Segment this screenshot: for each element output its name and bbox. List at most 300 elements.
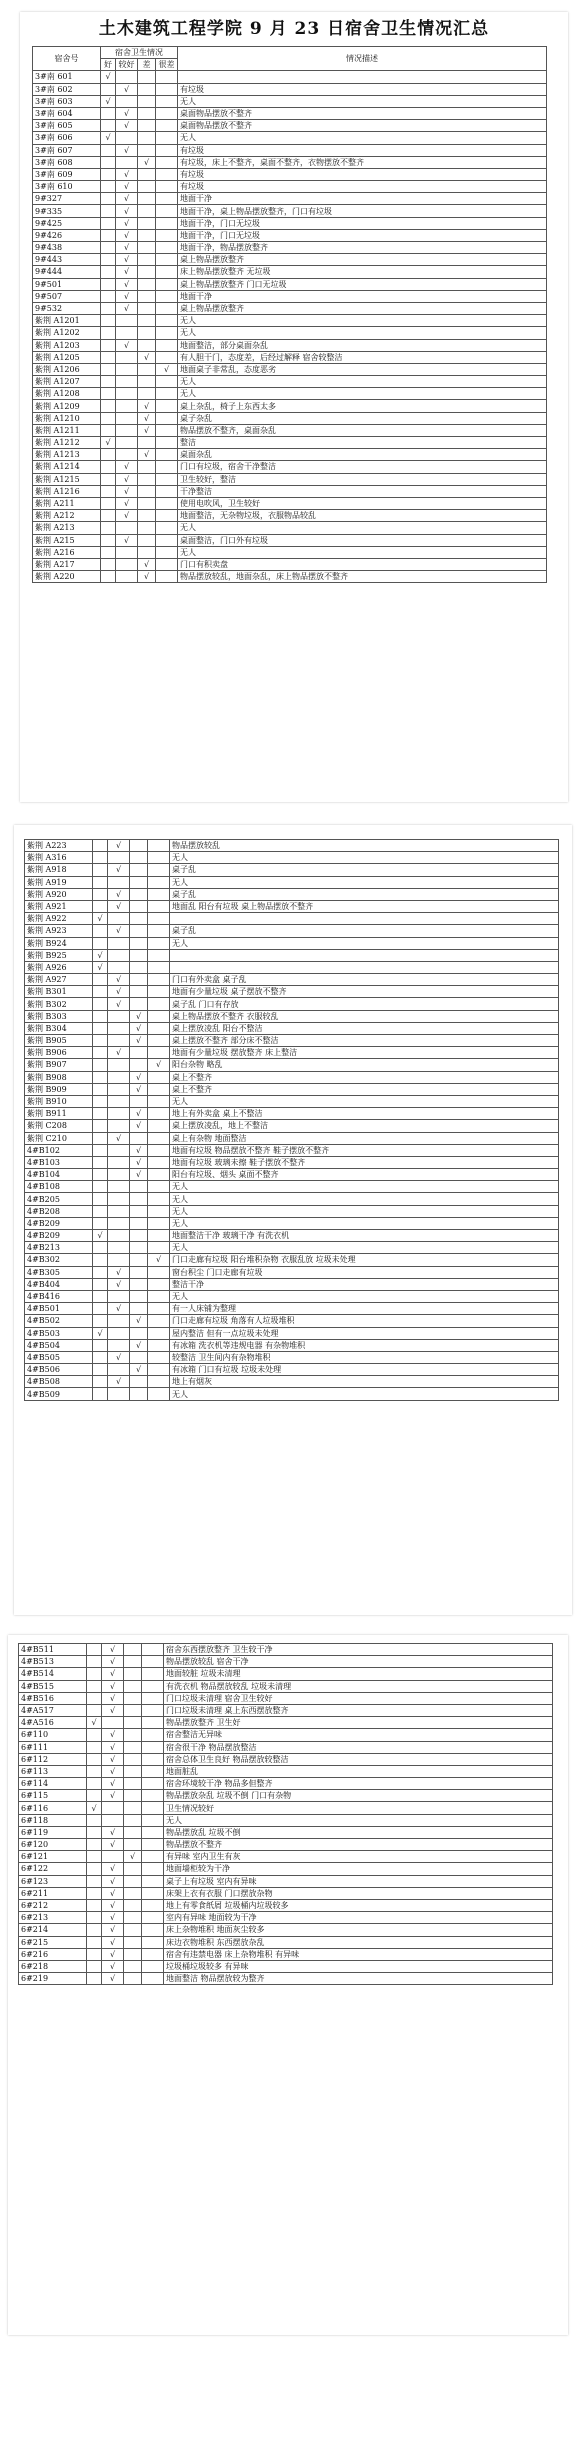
room-cell: 4#B514 xyxy=(19,1668,87,1680)
rating-cell-poor xyxy=(124,1741,142,1753)
rating-cell-fair xyxy=(108,1205,130,1217)
room-cell: 3#南 609 xyxy=(33,168,101,180)
table-row xyxy=(33,424,547,436)
description-cell: 有人胆干门，态度差，后经过解释 宿舍较整洁 xyxy=(178,351,547,363)
description-cell: 桌子上有垃圾 室内有异味 xyxy=(164,1875,553,1887)
rating-cell-very-poor xyxy=(156,205,178,217)
table-row xyxy=(33,473,547,485)
room-cell: 紫荆 A212 xyxy=(33,510,101,522)
rating-cell-good xyxy=(101,351,116,363)
table-row xyxy=(19,1826,553,1838)
rating-cell-good xyxy=(87,1875,102,1887)
check-mark-icon: √ xyxy=(130,1120,148,1132)
description-cell: 地面干净，门口无垃圾 xyxy=(178,229,547,241)
sheet-page-1 xyxy=(20,12,568,802)
rating-cell-poor xyxy=(124,1875,142,1887)
description-cell: 无人 xyxy=(170,1217,559,1229)
table-row xyxy=(25,1351,559,1363)
description-cell: 有垃圾 xyxy=(178,144,547,156)
rating-cell-good xyxy=(93,900,108,912)
room-cell: 4#B305 xyxy=(25,1266,93,1278)
rating-cell-poor xyxy=(124,1729,142,1741)
check-mark-icon: √ xyxy=(108,1303,130,1315)
description-cell: 无人 xyxy=(170,1193,559,1205)
rating-cell-very-poor xyxy=(148,1242,170,1254)
room-cell: 6#213 xyxy=(19,1912,87,1924)
check-mark-icon: √ xyxy=(116,473,138,485)
rating-cell-very-poor xyxy=(148,1132,170,1144)
description-cell: 地面有垃圾 物品摆放不整齐 鞋子摆放不整齐 xyxy=(170,1144,559,1156)
table-row xyxy=(33,558,547,570)
rating-cell-fair xyxy=(108,1035,130,1047)
table-row xyxy=(33,71,547,83)
table-row xyxy=(25,949,559,961)
rating-cell-very-poor xyxy=(156,388,178,400)
rating-cell-good xyxy=(93,998,108,1010)
table-row xyxy=(33,522,547,534)
rating-cell-poor xyxy=(124,1826,142,1838)
rating-cell-fair xyxy=(108,1230,130,1242)
check-mark-icon: √ xyxy=(102,1692,124,1704)
rating-cell-very-poor xyxy=(142,1656,164,1668)
room-cell: 紫荆 A1202 xyxy=(33,327,101,339)
rating-cell-poor xyxy=(124,1887,142,1899)
description-cell xyxy=(170,913,559,925)
check-mark-icon: √ xyxy=(138,571,156,583)
description-cell: 桌子乱 门口有存放 xyxy=(170,998,559,1010)
check-mark-icon: √ xyxy=(130,1156,148,1168)
rating-cell-very-poor xyxy=(142,1692,164,1704)
rating-cell-good xyxy=(93,1351,108,1363)
table-row xyxy=(19,1973,553,1985)
rating-cell-good xyxy=(87,1936,102,1948)
rating-cell-poor xyxy=(130,1181,148,1193)
rating-cell-poor xyxy=(124,1863,142,1875)
table-row xyxy=(19,1753,553,1765)
rating-cell-poor xyxy=(130,1290,148,1302)
table-row xyxy=(25,1120,559,1132)
table-row xyxy=(25,1095,559,1107)
rating-cell-very-poor xyxy=(156,473,178,485)
room-cell: 6#113 xyxy=(19,1765,87,1777)
description-cell xyxy=(178,71,547,83)
description-cell: 无人 xyxy=(170,1290,559,1302)
rating-cell-very-poor xyxy=(156,290,178,302)
rating-cell-very-poor xyxy=(148,1083,170,1095)
rating-cell-poor xyxy=(138,83,156,95)
rating-cell-poor xyxy=(124,1924,142,1936)
rating-cell-very-poor xyxy=(156,217,178,229)
table-row xyxy=(25,1169,559,1181)
table-row xyxy=(19,1851,553,1863)
room-cell: 4#B205 xyxy=(25,1193,93,1205)
description-cell: 卫生较好，整洁 xyxy=(178,473,547,485)
rating-cell-very-poor xyxy=(148,888,170,900)
rating-cell-very-poor xyxy=(142,1912,164,1924)
table-row xyxy=(19,1790,553,1802)
description-cell: 无人 xyxy=(170,937,559,949)
rating-cell-very-poor xyxy=(148,986,170,998)
rating-cell-good xyxy=(101,510,116,522)
description-cell: 无人 xyxy=(170,876,559,888)
rating-cell-poor xyxy=(138,315,156,327)
check-mark-icon: √ xyxy=(116,229,138,241)
check-mark-icon: √ xyxy=(156,363,178,375)
rating-cell-very-poor xyxy=(156,510,178,522)
description-cell: 阳台有垃圾、烟头 桌面不整齐 xyxy=(170,1169,559,1181)
description-cell: 桌上物品摆放整齐 xyxy=(178,254,547,266)
check-mark-icon: √ xyxy=(93,1327,108,1339)
description-cell: 物品摆放较乱 宿舍干净 xyxy=(164,1656,553,1668)
rating-cell-poor xyxy=(130,974,148,986)
table-row xyxy=(25,1217,559,1229)
description-cell: 地上有烟灰 xyxy=(170,1376,559,1388)
description-cell: 宿舍整洁无异味 xyxy=(164,1729,553,1741)
rating-cell-poor xyxy=(130,1047,148,1059)
check-mark-icon: √ xyxy=(138,156,156,168)
description-cell: 桌上不整齐 xyxy=(170,1083,559,1095)
check-mark-icon: √ xyxy=(108,1266,130,1278)
table-row xyxy=(25,1364,559,1376)
check-mark-icon: √ xyxy=(108,840,130,852)
room-cell: 紫荆 B910 xyxy=(25,1095,93,1107)
rating-cell-very-poor xyxy=(148,1376,170,1388)
description-cell: 阳台杂物 略乱 xyxy=(170,1059,559,1071)
rating-cell-good xyxy=(87,1851,102,1863)
room-cell: 6#120 xyxy=(19,1839,87,1851)
rating-cell-poor xyxy=(130,937,148,949)
rating-cell-poor xyxy=(138,302,156,314)
table-row xyxy=(25,1254,559,1266)
room-cell: 6#214 xyxy=(19,1924,87,1936)
rating-cell-good xyxy=(87,1839,102,1851)
table-row xyxy=(25,1303,559,1315)
description-cell: 宿舍东西摆放整齐 卫生较干净 xyxy=(164,1644,553,1656)
rating-cell-very-poor xyxy=(142,1924,164,1936)
description-cell: 物品摆放乱 垃圾不倒 xyxy=(164,1826,553,1838)
rating-cell-very-poor xyxy=(142,1863,164,1875)
rating-cell-fair xyxy=(108,1144,130,1156)
table-row xyxy=(33,449,547,461)
description-cell: 宿舍有违禁电器 床上杂物堆积 有异味 xyxy=(164,1948,553,1960)
table-row xyxy=(25,1339,559,1351)
rating-cell-good xyxy=(87,1790,102,1802)
description-cell: 地面干净 xyxy=(178,290,547,302)
rating-cell-good xyxy=(93,986,108,998)
check-mark-icon: √ xyxy=(130,1169,148,1181)
rating-cell-good xyxy=(87,1729,102,1741)
check-mark-icon: √ xyxy=(87,1802,102,1814)
rating-cell-very-poor xyxy=(142,1875,164,1887)
rating-cell-very-poor xyxy=(142,1814,164,1826)
rating-cell-good xyxy=(87,1924,102,1936)
room-cell: 紫荆 A1205 xyxy=(33,351,101,363)
description-cell: 宿舍总体卫生良好 物品摆放较整洁 xyxy=(164,1753,553,1765)
rating-cell-fair xyxy=(116,437,138,449)
room-cell: 6#115 xyxy=(19,1790,87,1802)
rating-cell-very-poor xyxy=(148,1205,170,1217)
check-mark-icon: √ xyxy=(102,1899,124,1911)
rating-cell-good xyxy=(93,1242,108,1254)
rating-cell-very-poor xyxy=(142,1729,164,1741)
rating-cell-good xyxy=(93,1205,108,1217)
table-row xyxy=(33,266,547,278)
check-mark-icon: √ xyxy=(102,1839,124,1851)
rating-cell-very-poor xyxy=(148,1230,170,1242)
rating-cell-very-poor xyxy=(156,278,178,290)
rating-cell-very-poor xyxy=(148,1156,170,1168)
table-row xyxy=(25,1327,559,1339)
rating-cell-poor xyxy=(138,266,156,278)
check-mark-icon: √ xyxy=(116,510,138,522)
table-row xyxy=(33,534,547,546)
rating-cell-poor xyxy=(138,193,156,205)
check-mark-icon: √ xyxy=(130,1022,148,1034)
rating-cell-poor xyxy=(130,949,148,961)
rating-cell-poor xyxy=(130,1351,148,1363)
rating-cell-poor xyxy=(124,1802,142,1814)
rating-cell-good xyxy=(87,1899,102,1911)
rating-cell-very-poor xyxy=(156,181,178,193)
rating-cell-good xyxy=(101,144,116,156)
room-cell: 6#121 xyxy=(19,1851,87,1863)
rating-cell-poor xyxy=(138,71,156,83)
description-cell: 地面整洁干净 玻璃干净 有洗衣机 xyxy=(170,1230,559,1242)
rating-cell-poor xyxy=(138,205,156,217)
table-row xyxy=(33,339,547,351)
table-row xyxy=(33,144,547,156)
rating-cell-poor xyxy=(124,1680,142,1692)
description-cell: 物品摆放较乱，地面杂乱，床上物品摆放不整齐 xyxy=(178,571,547,583)
rating-cell-good xyxy=(101,205,116,217)
hygiene-group-header: 宿舍卫生情况 xyxy=(101,47,178,59)
room-cell: 6#119 xyxy=(19,1826,87,1838)
rating-cell-poor xyxy=(130,1254,148,1266)
rating-cell-good xyxy=(101,278,116,290)
rating-cell-fair xyxy=(108,1120,130,1132)
table-row xyxy=(19,1741,553,1753)
rating-cell-poor xyxy=(130,998,148,1010)
room-cell: 4#B509 xyxy=(25,1388,93,1400)
description-cell: 有垃圾 xyxy=(178,83,547,95)
rating-cell-good xyxy=(93,1083,108,1095)
room-cell: 紫荆 A215 xyxy=(33,534,101,546)
description-cell: 地面有垃圾 玻璃未擦 鞋子摆放不整齐 xyxy=(170,1156,559,1168)
check-mark-icon: √ xyxy=(116,461,138,473)
room-cell: 紫荆 A926 xyxy=(25,961,93,973)
check-mark-icon: √ xyxy=(102,1887,124,1899)
room-cell: 紫荆 A1212 xyxy=(33,437,101,449)
room-cell: 3#南 605 xyxy=(33,120,101,132)
rating-cell-good xyxy=(87,1912,102,1924)
rating-cell-poor xyxy=(138,95,156,107)
rating-cell-poor xyxy=(138,217,156,229)
table-row xyxy=(25,1132,559,1144)
table-row xyxy=(25,1376,559,1388)
check-mark-icon: √ xyxy=(116,242,138,254)
check-mark-icon: √ xyxy=(108,998,130,1010)
check-mark-icon: √ xyxy=(116,290,138,302)
rating-cell-very-poor xyxy=(156,156,178,168)
rating-cell-fair xyxy=(116,315,138,327)
check-mark-icon: √ xyxy=(116,278,138,290)
rating-cell-fair xyxy=(108,1022,130,1034)
table-row xyxy=(19,1875,553,1887)
rating-cell-very-poor xyxy=(142,1826,164,1838)
rating-cell-good xyxy=(93,888,108,900)
room-cell: 紫荆 A1208 xyxy=(33,388,101,400)
rating-cell-fair xyxy=(108,1339,130,1351)
table-row xyxy=(33,95,547,107)
rating-cell-good xyxy=(87,1680,102,1692)
rating-cell-very-poor xyxy=(148,1278,170,1290)
rating-cell-poor xyxy=(138,485,156,497)
room-cell: 6#219 xyxy=(19,1973,87,1985)
description-cell: 垃圾桶垃圾较多 有异味 xyxy=(164,1960,553,1972)
rating-cell-fair xyxy=(108,1364,130,1376)
check-mark-icon: √ xyxy=(138,351,156,363)
rating-cell-fair xyxy=(116,388,138,400)
rating-cell-very-poor xyxy=(156,254,178,266)
rating-cell-good xyxy=(87,1778,102,1790)
rating-cell-poor xyxy=(130,1095,148,1107)
rating-cell-poor xyxy=(130,900,148,912)
rating-cell-good xyxy=(93,974,108,986)
rating-cell-very-poor xyxy=(156,83,178,95)
description-cell: 有垃圾 xyxy=(178,181,547,193)
rating-cell-very-poor xyxy=(142,1753,164,1765)
table-row xyxy=(19,1912,553,1924)
rating-cell-fair xyxy=(102,1851,124,1863)
rating-cell-good xyxy=(93,1339,108,1351)
room-cell: 9#335 xyxy=(33,205,101,217)
check-mark-icon: √ xyxy=(116,485,138,497)
room-cell: 紫荆 A919 xyxy=(25,876,93,888)
check-mark-icon: √ xyxy=(102,1936,124,1948)
check-mark-icon: √ xyxy=(138,424,156,436)
rating-cell-good xyxy=(101,229,116,241)
rating-cell-very-poor xyxy=(148,1217,170,1229)
check-mark-icon: √ xyxy=(101,71,116,83)
check-mark-icon: √ xyxy=(108,1278,130,1290)
level-good-header: 好 xyxy=(101,59,116,71)
rating-cell-very-poor xyxy=(156,302,178,314)
table-row xyxy=(25,888,559,900)
table-row xyxy=(33,107,547,119)
rating-cell-very-poor xyxy=(148,1144,170,1156)
rating-cell-very-poor xyxy=(142,1778,164,1790)
room-cell: 紫荆 A1207 xyxy=(33,376,101,388)
rating-cell-good xyxy=(101,193,116,205)
rating-cell-very-poor xyxy=(142,1899,164,1911)
check-mark-icon: √ xyxy=(102,1790,124,1802)
room-cell: 紫荆 A1209 xyxy=(33,400,101,412)
rating-cell-fair xyxy=(108,852,130,864)
rating-cell-poor xyxy=(130,1230,148,1242)
table-row xyxy=(25,1144,559,1156)
room-column-header: 宿舍号 xyxy=(33,47,101,71)
rating-cell-fair xyxy=(108,1095,130,1107)
rating-cell-poor xyxy=(138,437,156,449)
rating-cell-very-poor xyxy=(156,120,178,132)
rating-cell-very-poor xyxy=(156,546,178,558)
rating-cell-good xyxy=(93,1047,108,1059)
description-cell: 有异味 室内卫生有灰 xyxy=(164,1851,553,1863)
room-cell: 紫荆 A922 xyxy=(25,913,93,925)
rating-cell-fair xyxy=(108,1181,130,1193)
table-row xyxy=(33,388,547,400)
description-column-header: 情况描述 xyxy=(178,47,547,71)
rating-cell-very-poor xyxy=(148,1047,170,1059)
rating-cell-fair xyxy=(108,1059,130,1071)
rating-cell-poor xyxy=(124,1692,142,1704)
rating-cell-poor xyxy=(130,1388,148,1400)
table-row xyxy=(19,1839,553,1851)
check-mark-icon: √ xyxy=(116,217,138,229)
rating-cell-fair xyxy=(116,412,138,424)
table-row xyxy=(33,461,547,473)
rating-cell-very-poor xyxy=(156,132,178,144)
room-cell: 4#B516 xyxy=(19,1692,87,1704)
check-mark-icon: √ xyxy=(116,254,138,266)
room-cell: 4#B103 xyxy=(25,1156,93,1168)
check-mark-icon: √ xyxy=(101,132,116,144)
room-cell: 6#112 xyxy=(19,1753,87,1765)
rating-cell-very-poor xyxy=(156,558,178,570)
rating-cell-good xyxy=(101,107,116,119)
rating-cell-fair xyxy=(108,949,130,961)
level-fair-header: 较好 xyxy=(116,59,138,71)
description-cell: 床上物品摆放整齐 无垃圾 xyxy=(178,266,547,278)
description-cell: 物品摆放杂乱 垃圾不倒 门口有杂物 xyxy=(164,1790,553,1802)
room-cell: 3#南 606 xyxy=(33,132,101,144)
rating-cell-very-poor xyxy=(148,961,170,973)
rating-cell-fair xyxy=(108,1242,130,1254)
rating-cell-fair xyxy=(108,1217,130,1229)
check-mark-icon: √ xyxy=(108,1047,130,1059)
rating-cell-poor xyxy=(138,242,156,254)
room-cell: 紫荆 A316 xyxy=(25,852,93,864)
rating-cell-very-poor xyxy=(156,449,178,461)
rating-cell-poor xyxy=(138,546,156,558)
rating-cell-good xyxy=(101,83,116,95)
rating-cell-good xyxy=(101,217,116,229)
description-cell: 桌上物品摆放整齐 门口无垃圾 xyxy=(178,278,547,290)
rating-cell-poor xyxy=(130,1303,148,1315)
rating-cell-good xyxy=(87,1973,102,1985)
table-row xyxy=(25,1230,559,1242)
description-cell: 地上有外卖盒 桌上不整洁 xyxy=(170,1108,559,1120)
rating-cell-good xyxy=(93,1071,108,1083)
rating-cell-good xyxy=(93,852,108,864)
room-cell: 3#南 608 xyxy=(33,156,101,168)
check-mark-icon: √ xyxy=(102,1741,124,1753)
description-cell: 有洗衣机 物品摆放较乱 垃圾未清理 xyxy=(164,1680,553,1692)
room-cell: 6#218 xyxy=(19,1960,87,1972)
check-mark-icon: √ xyxy=(116,193,138,205)
description-cell: 地面干净，桌上物品摆放整齐，门口有垃圾 xyxy=(178,205,547,217)
description-cell: 无人 xyxy=(170,1095,559,1107)
rating-cell-poor xyxy=(138,107,156,119)
rating-cell-good xyxy=(87,1753,102,1765)
description-cell: 桌面整洁，门口外有垃圾 xyxy=(178,534,547,546)
room-cell: 6#122 xyxy=(19,1863,87,1875)
rating-cell-very-poor xyxy=(142,1668,164,1680)
description-cell: 桌上摆放凌乱 阳台不整洁 xyxy=(170,1022,559,1034)
rating-cell-fair xyxy=(108,961,130,973)
description-cell: 有冰箱 洗衣机等违规电器 有杂物堆积 xyxy=(170,1339,559,1351)
rating-cell-very-poor xyxy=(148,1120,170,1132)
